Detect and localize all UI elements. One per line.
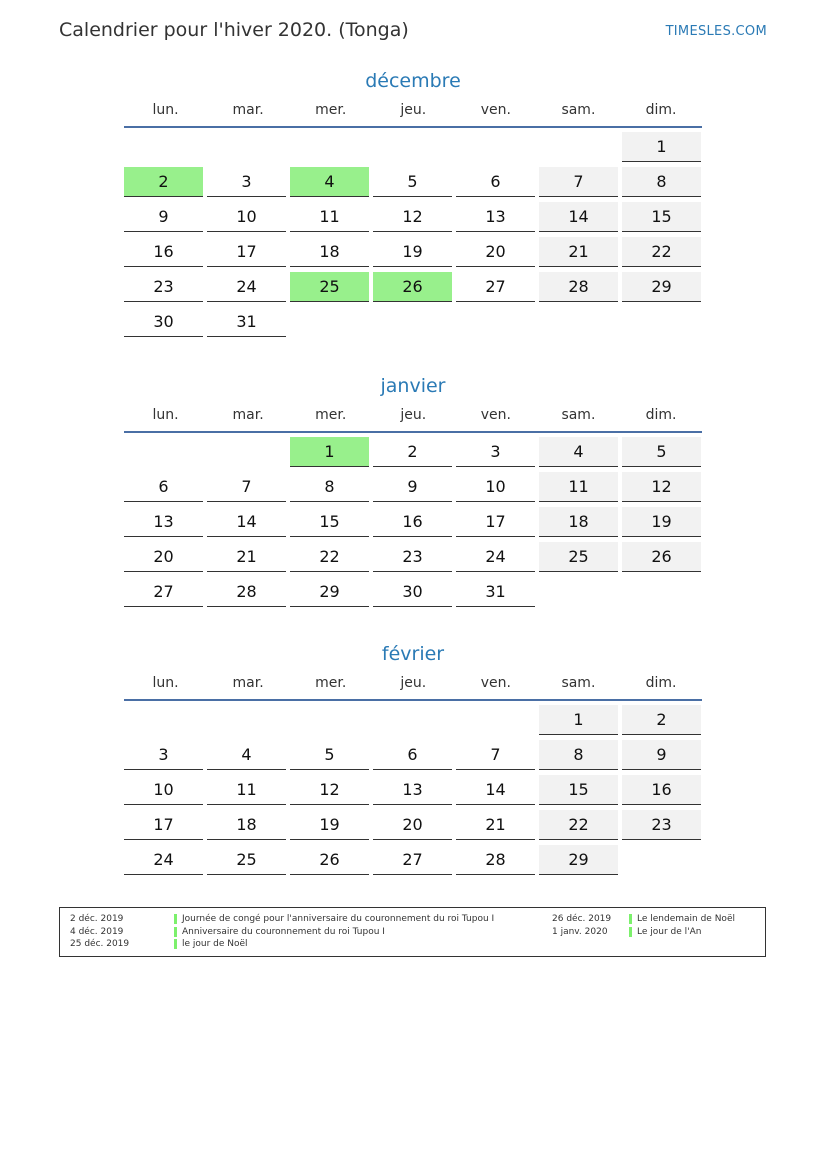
day-cell: 13 [373,775,452,805]
holiday-day-cell: 26 [373,272,452,302]
empty-cell [373,705,452,735]
day-cell: 23 [622,810,701,840]
day-cell: 15 [290,507,369,537]
day-cell: 12 [373,202,452,232]
weekday-label: lun. [152,407,179,423]
day-cell: 10 [456,472,535,502]
weekday-label: ven. [480,102,511,118]
day-cell: 22 [622,237,701,267]
day-cell: 27 [456,272,535,302]
day-cell: 16 [373,507,452,537]
weekday-label: sam. [561,102,596,118]
legend-marker [629,927,632,937]
empty-cell [290,705,369,735]
weekday-label: ven. [480,675,511,691]
day-cell: 13 [456,202,535,232]
holiday-legend [59,907,766,957]
weekday-header-row [124,403,702,427]
day-cell: 30 [124,307,203,337]
legend-holiday-name: le jour de Noël [182,939,248,949]
day-grid [124,132,702,337]
day-cell: 9 [124,202,203,232]
day-cell: 16 [622,775,701,805]
weekday-header-row [124,98,702,122]
day-cell: 21 [207,542,286,572]
empty-cell [456,705,535,735]
day-cell: 10 [207,202,286,232]
day-cell: 20 [124,542,203,572]
day-cell: 12 [290,775,369,805]
weekday-label: dim. [645,102,677,118]
day-cell: 1 [622,132,701,162]
empty-cell [207,705,286,735]
month-calendar [124,373,702,607]
day-cell: 13 [124,507,203,537]
day-cell: 26 [290,845,369,875]
empty-cell [456,132,535,162]
day-cell: 14 [539,202,618,232]
legend-marker [174,939,177,949]
day-cell: 27 [373,845,452,875]
weekday-label: dim. [645,675,677,691]
day-cell: 19 [290,810,369,840]
day-cell: 21 [456,810,535,840]
weekday-label: mer. [315,102,347,118]
day-cell: 6 [456,167,535,197]
day-cell: 8 [539,740,618,770]
day-cell: 24 [207,272,286,302]
day-cell: 19 [373,237,452,267]
day-cell: 4 [207,740,286,770]
day-cell: 7 [456,740,535,770]
day-cell: 9 [622,740,701,770]
weekday-label: dim. [645,407,677,423]
day-cell: 3 [207,167,286,197]
day-cell: 22 [290,542,369,572]
day-cell: 17 [124,810,203,840]
day-cell: 18 [539,507,618,537]
legend-date: 25 déc. 2019 [70,939,130,949]
empty-cell [539,132,618,162]
weekday-label: ven. [480,407,511,423]
holiday-day-cell: 4 [290,167,369,197]
day-cell: 2 [622,705,701,735]
day-cell: 11 [207,775,286,805]
day-cell: 28 [456,845,535,875]
weekday-label: mar. [232,675,264,691]
day-cell: 29 [622,272,701,302]
legend-holiday-name: Le jour de l'An [637,926,702,937]
weekday-label: mar. [232,407,264,423]
day-cell: 18 [290,237,369,267]
day-cell: 3 [124,740,203,770]
day-cell: 23 [373,542,452,572]
header-divider [124,699,702,701]
day-cell: 16 [124,237,203,267]
day-cell: 23 [124,272,203,302]
day-cell: 24 [456,542,535,572]
day-cell: 8 [290,472,369,502]
legend-date: 2 déc. 2019 [70,914,124,924]
day-cell: 8 [622,167,701,197]
month-name: décembre [365,70,461,92]
weekday-label: jeu. [400,407,427,423]
day-cell: 30 [373,577,452,607]
brand-link[interactable]: TIMESLES.COM [665,24,767,39]
day-grid [124,437,702,607]
day-cell: 28 [539,272,618,302]
header-divider [124,431,702,433]
day-cell: 7 [539,167,618,197]
weekday-label: lun. [152,675,179,691]
day-cell: 31 [456,577,535,607]
empty-cell [207,437,286,467]
day-cell: 4 [539,437,618,467]
day-cell: 3 [456,437,535,467]
day-cell: 2 [373,437,452,467]
month-calendar [124,68,702,337]
weekday-label: mer. [315,407,347,423]
day-cell: 31 [207,307,286,337]
day-cell: 5 [622,437,701,467]
day-cell: 20 [456,237,535,267]
holiday-day-cell: 2 [124,167,203,197]
weekday-label: sam. [561,407,596,423]
day-cell: 17 [456,507,535,537]
weekday-label: lun. [152,102,179,118]
weekday-label: mer. [315,675,347,691]
holiday-day-cell: 25 [290,272,369,302]
empty-cell [207,132,286,162]
day-cell: 22 [539,810,618,840]
weekday-label: jeu. [400,675,427,691]
day-cell: 6 [124,472,203,502]
holiday-day-cell: 1 [290,437,369,467]
day-cell: 28 [207,577,286,607]
day-cell: 25 [539,542,618,572]
empty-cell [124,437,203,467]
weekday-label: sam. [561,675,596,691]
day-cell: 19 [622,507,701,537]
day-cell: 27 [124,577,203,607]
day-cell: 14 [207,507,286,537]
legend-marker [174,914,177,924]
legend-marker [629,914,632,924]
day-cell: 12 [622,472,701,502]
day-cell: 14 [456,775,535,805]
legend-date: 4 déc. 2019 [70,926,124,937]
day-cell: 11 [539,472,618,502]
day-cell: 11 [290,202,369,232]
day-cell: 10 [124,775,203,805]
legend-holiday-name: Anniversaire du couronnement du roi Tupou I [182,926,385,937]
page-title: Calendrier pour l'hiver 2020. (Tonga) [59,19,409,41]
weekday-label: mar. [232,102,264,118]
legend-date: 1 janv. 2020 [552,926,608,937]
month-name: janvier [380,375,446,397]
day-cell: 26 [622,542,701,572]
day-cell: 15 [622,202,701,232]
month-calendar [124,641,702,875]
day-cell: 21 [539,237,618,267]
day-cell: 1 [539,705,618,735]
day-cell: 9 [373,472,452,502]
day-grid [124,705,702,875]
day-cell: 18 [207,810,286,840]
weekday-header-row [124,671,702,695]
day-cell: 7 [207,472,286,502]
empty-cell [124,132,203,162]
day-cell: 5 [290,740,369,770]
empty-cell [124,705,203,735]
day-cell: 5 [373,167,452,197]
day-cell: 29 [539,845,618,875]
day-cell: 24 [124,845,203,875]
day-cell: 17 [207,237,286,267]
header-divider [124,126,702,128]
day-cell: 29 [290,577,369,607]
legend-marker [174,927,177,937]
day-cell: 15 [539,775,618,805]
empty-cell [373,132,452,162]
weekday-label: jeu. [400,102,427,118]
month-name: février [381,643,445,665]
legend-holiday-name: Journée de congé pour l'anniversaire du couronnement du roi Tupou I [182,914,495,924]
empty-cell [290,132,369,162]
day-cell: 6 [373,740,452,770]
day-cell: 20 [373,810,452,840]
legend-holiday-name: Le lendemain de Noël [637,914,735,924]
day-cell: 25 [207,845,286,875]
legend-date: 26 déc. 2019 [552,914,612,924]
